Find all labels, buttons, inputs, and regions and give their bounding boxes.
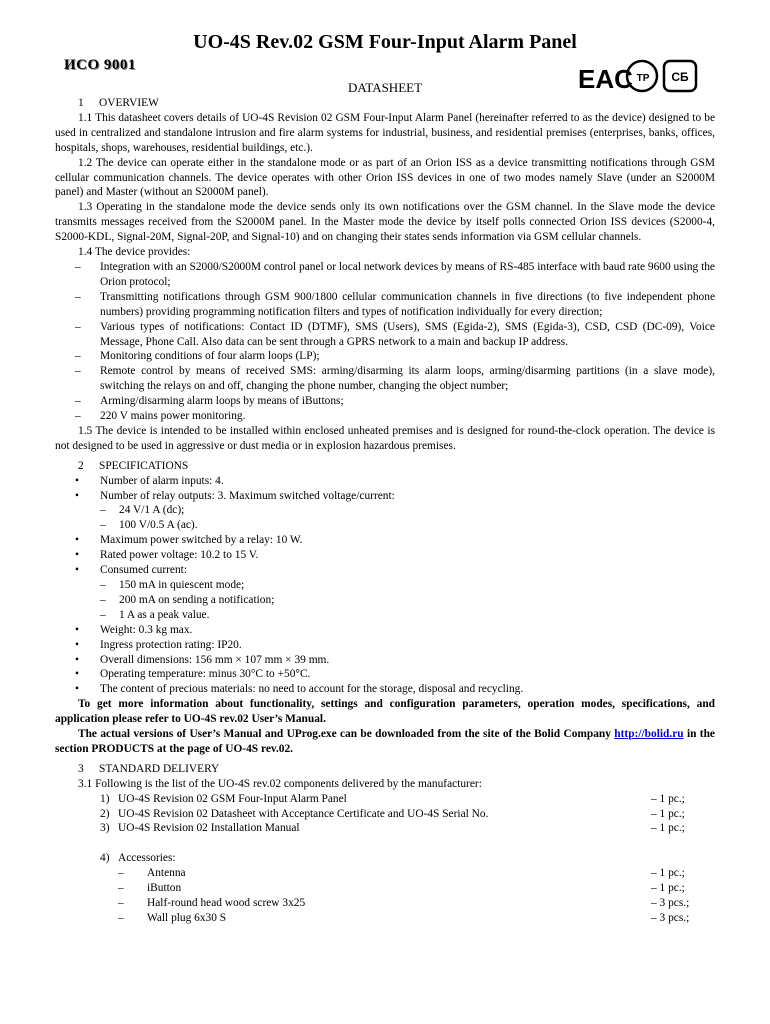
paragraph-1-4: 1.4 The device provides: [78, 246, 191, 259]
svg-text:ТР: ТР [636, 73, 650, 84]
spec-item: • Maximum power switched by a relay: 10 W. [75, 534, 303, 547]
section-specifications-heading: 2 SPECIFICATIONS [78, 459, 189, 472]
accessories-heading: 4) Accessories: [100, 852, 176, 865]
spec-item: • Weight: 0.3 kg max. [75, 623, 193, 636]
svg-text:EAC: EAC [578, 64, 633, 94]
spec-item: • Consumed current: [75, 564, 187, 577]
list-item: – Various types of notifications: Contact ID (DTMF), SMS (Users), SMS (Egida-2), SMS (Egida-3), CSD, CSD (DC-09), Voice Message, Phone Call. Also data can be sent through a GPRS network to a main and backup IP address. [75, 320, 715, 348]
spec-subitem: – 1 A as a peak value. [100, 608, 210, 621]
list-item: – 220 V mains power monitoring. [75, 410, 246, 423]
document-title: UO-4S Rev.02 GSM Four-Input Alarm Panel [193, 31, 577, 53]
download-note: The actual versions of User’s Manual and UProg.exe can be downloaded from the site of the Bolid Company http://bolid.ru in the section PRODUCTS at the page of UO-4S rev.02. [55, 728, 715, 755]
list-item: – Arming/disarming alarm loops by means of iButtons; [75, 395, 344, 408]
iso-badge: ИСО 9001 [64, 57, 136, 73]
document-body [55, 96, 715, 926]
spec-subitem: – 200 mA on sending a notification; [100, 593, 275, 606]
document-subtitle: DATASHEET [347, 80, 423, 95]
spec-item: • Number of relay outputs: 3. Maximum switched voltage/current: [75, 489, 395, 502]
spec-item: • Operating temperature: minus 30°C to +50°C. [75, 668, 311, 681]
spec-subitem: – 24 V/1 A (dc); [100, 504, 185, 517]
section-overview-heading: 1 OVERVIEW [78, 97, 159, 109]
spec-subitem: – 150 mA in quiescent mode; [100, 579, 245, 591]
paragraph-1-5: 1.5 The device is intended to be installed within enclosed unheated premises and is designed for round-the-clock operation. The device is not designed to be used in aggressive or dust media or in explosion hazardous premises. [55, 424, 715, 452]
spec-item: • Rated power voltage: 10.2 to 15 V. [75, 549, 259, 562]
bolid-link[interactable]: http://bolid.ru [614, 728, 684, 741]
delivery-item: 2) UO-4S Revision 02 Datasheet with Acceptance Certificate and UO-4S Serial No. – 1 pc.; [100, 807, 685, 820]
delivery-intro: 3.1 Following is the list of the UO-4S rev.02 components delivered by the manufacturer: [78, 777, 482, 790]
spec-subitem: – 100 V/0.5 A (ac). [100, 519, 198, 532]
list-item: – Transmitting notifications through GSM 900/1800 cellular communication channels in five directions (to five independent phone numbers) providing programming notification filters and types of notification individually for every direction; [75, 290, 715, 318]
spec-item: • Ingress protection rating: IP20. [75, 638, 242, 651]
spec-item: • Number of alarm inputs: 4. [75, 474, 224, 487]
delivery-item: 1) UO-4S Revision 02 GSM Four-Input Alarm Panel – 1 pc.; [100, 792, 685, 805]
more-info-note: To get more information about functionality, settings and configuration parameters, operation modes, specifications, and application please refer to UO-4S rev.02 User’s Manual. [55, 698, 715, 726]
paragraph-1-2: 1.2 The device can operate either in the standalone mode or as part of an Orion ISS as a device transmitting notifications through GSM cellular communication channels. The device operates with other Orion ISS devices in one of two modes namely Slave (under an S2000M panel) and Master (without an S2000M panel). [55, 156, 715, 199]
accessory-item: – Half-round head wood screw 3x25 – 3 pcs.; [118, 897, 690, 910]
accessory-item: – Wall plug 6x30 S – 3 pcs.; [118, 911, 690, 924]
spec-item: • Overall dimensions: 156 mm × 107 mm × 39 mm. [75, 653, 330, 666]
paragraph-1-3: 1.3 Operating in the standalone mode the device sends only its own notifications over the GSM channel. In the Slave mode the device transmits messages received from the S2000M panel. In the Master mode the device by itself polls connected Orion ISS devices (S2000-4, S2000-KDL, Signal-20M, Signal-20P, and Signal-10) and on changing their states sends information via GSM cellular channels. [55, 201, 715, 244]
section-delivery-heading: 3 STANDARD DELIVERY [78, 762, 220, 775]
list-item: – Monitoring conditions of four alarm loops (LP); [75, 350, 320, 363]
svg-text:СБ: СБ [671, 70, 689, 84]
list-item: – Integration with an S2000/S2000M control panel or local network devices by means of RS-485 interface with baud rate 9600 using the Orion protocol; [75, 260, 715, 288]
paragraph-1-1: 1.1 This datasheet covers details of UO-4S Revision 02 GSM Four-Input Alarm Panel (hereinafter referred to as the device) designed to be used in centralized and standalone intrusion and fire alarm systems for industrial, business, and residential premises (enterprises, banks, offices, hospitals, shops, warehouses, residential buildings, etc.). [55, 111, 715, 154]
spec-item: • The content of precious materials: no need to account for the storage, disposal and recycling. [75, 683, 524, 696]
accessory-item: – Antenna – 1 pc.; [118, 867, 685, 880]
accessory-item: – iButton – 1 pc.; [118, 882, 685, 895]
delivery-item: 3) UO-4S Revision 02 Installation Manual – 1 pc.; [100, 822, 685, 835]
list-item: – Remote control by means of received SMS: arming/disarming its alarm loops, arming/disarming partitions (in a slave mode), switching the relays on and off, changing the phone number, changing the object number; [75, 365, 715, 393]
